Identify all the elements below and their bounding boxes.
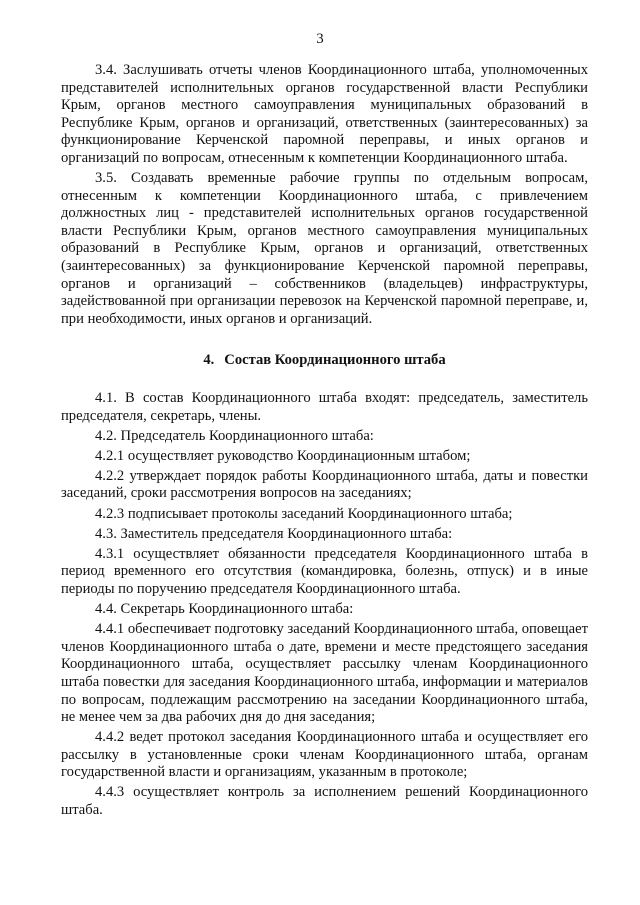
- paragraph-4-3-1: 4.3.1 осуществляет обязанности председателя Координационного штаба в период временного его отсутствия (командировка, болезнь, отпуск) и в иные периоды по поручению председателя Координационного штаба.: [61, 545, 588, 597]
- document-body: [61, 62, 588, 820]
- paragraph-4-4-2: 4.4.2 ведет протокол заседания Координационного штаба и осуществляет его рассылку в установленные сроки членам Координационного штаба, органам государственной власти и организациям, указанным в протоколе;: [61, 729, 588, 781]
- paragraph-4-2-3: 4.2.3 подписывает протоколы заседаний Координационного штаба;: [95, 505, 513, 522]
- paragraph-3-4: 3.4. Заслушивать отчеты членов Координационного штаба, уполномоченных представителей исполнительных органов государственной власти Республики Крым, органов местного самоуправления муниципальных образований в Республике Крым, органов и организаций, ответственных (заинтересованных) за функционирование Керченской паромной переправы, и иных органов и организаций по вопросам, отнесенным к компетенции Координационного штаба.: [61, 62, 588, 166]
- paragraph-4-4-3: 4.4.3 осуществляет контроль за исполнением решений Координационного штаба.: [61, 784, 588, 819]
- paragraph-4-2-1: 4.2.1 осуществляет руководство Координационным штабом;: [95, 447, 471, 464]
- page-number: 3: [316, 31, 324, 47]
- paragraph-4-1: 4.1. В состав Координационного штаба входят: председатель, заместитель председателя, секретарь, члены.: [61, 390, 588, 424]
- section-heading: [61, 352, 588, 370]
- section-number: 4.: [203, 352, 215, 369]
- paragraph-4-2-2: 4.2.2 утверждает порядок работы Координационного штаба, даты и повестки заседаний, сроки рассмотрения вопросов на заседаниях;: [61, 467, 588, 502]
- paragraph-4-2: 4.2. Председатель Координационного штаба:: [95, 427, 374, 444]
- paragraph-4-3: 4.3. Заместитель председателя Координационного штаба:: [95, 525, 453, 542]
- section-title: Состав Координационного штаба: [224, 352, 446, 369]
- paragraph-3-5: 3.5. Создавать временные рабочие группы по отдельным вопросам, отнесенным к компетенции Координационного штаба, с привлечением должностных лиц - представителей исполнительных органов государственной власти Республики Крым, органов местного самоуправления муниципальных образований в Республике Крым, органов и организаций, ответственных (заинтересованных) за функционирование Керченской паромной переправы, органов и организаций – собственников (владельцев) инфраструктуры, задействованной при организации перевозок на Керченской паромной переправе, и, при необходимости, иных органов и организаций.: [61, 170, 588, 327]
- paragraph-4-4-1: 4.4.1 обеспечивает подготовку заседаний Координационного штаба, оповещает членов Координационного штаба о дате, времени и месте предстоящего заседания Координационного штаба, осуществляет рассылку членам Координационного штаба повестки для заседания Координационного штаба, информации и материалов по вопросам, подлежащим рассмотрению на заседании Координационного штаба, не менее чем за два рабочих дня до дня заседания;: [61, 621, 588, 726]
- paragraph-4-4: 4.4. Секретарь Координационного штаба:: [95, 601, 354, 618]
